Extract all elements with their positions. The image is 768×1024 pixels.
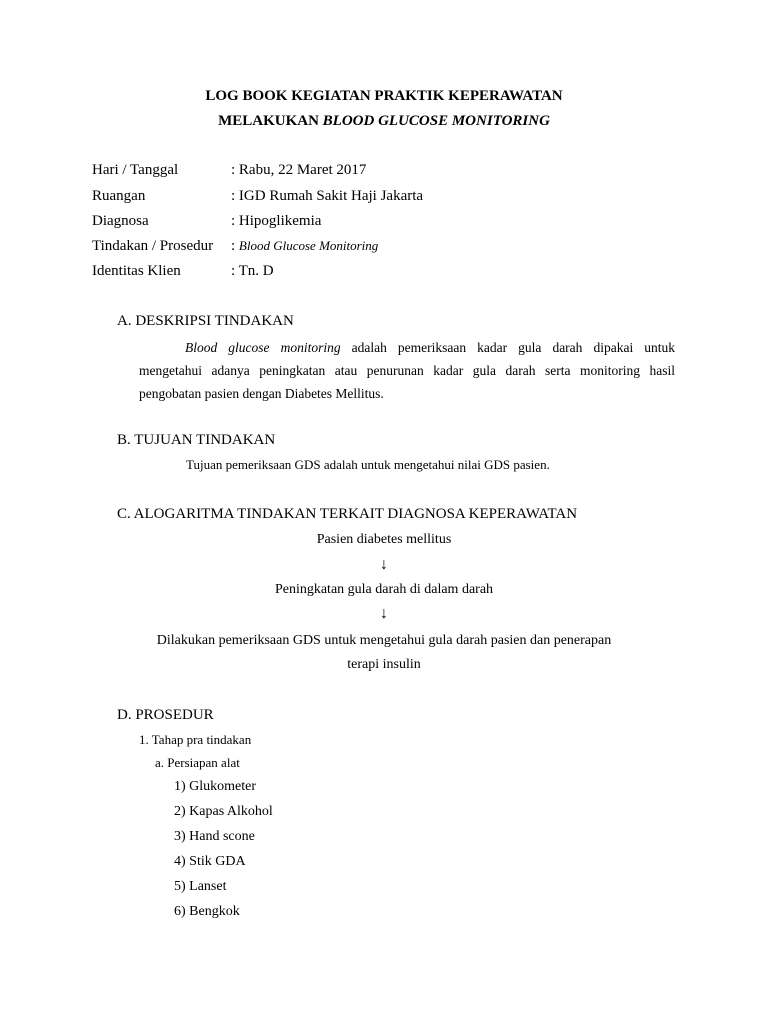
algorithm-step-1: Pasien diabetes mellitus xyxy=(316,532,452,547)
down-arrow-icon: ↓ xyxy=(380,605,388,622)
identity-label-room: Ruangan xyxy=(92,188,146,204)
identity-value-client: : Tn. D xyxy=(231,263,274,279)
section-a-italic-lead: Blood glucose monitoring xyxy=(185,340,341,355)
document-title: LOG BOOK KEGIATAN PRAKTIK KEPERAWATAN xyxy=(205,88,563,104)
section-a-line2: mengetahui adanya peningkatan atau penurunan kadar gula darah serta monitoring hasil xyxy=(139,363,675,378)
section-b-text: Tujuan pemeriksaan GDS adalah untuk mengetahui nilai GDS pasien. xyxy=(186,457,550,472)
tool-item: 5) Lanset xyxy=(174,879,227,894)
section-d-heading: D. PROSEDUR xyxy=(117,707,214,723)
subtitle-prefix: MELAKUKAN xyxy=(218,113,323,129)
tool-item: 4) Stik GDA xyxy=(174,854,246,869)
section-a-line1-rest: adalah pemeriksaan kadar gula darah dipakai untuk xyxy=(340,340,675,355)
tool-item: 1) Glukometer xyxy=(174,779,257,794)
section-c-heading: C. ALOGARITMA TINDAKAN TERKAIT DIAGNOSA KEPERAWATAN xyxy=(117,506,578,522)
tool-item: 6) Bengkok xyxy=(174,904,240,919)
tool-item: 3) Hand scone xyxy=(174,829,255,844)
identity-value-room: : IGD Rumah Sakit Haji Jakarta xyxy=(231,188,424,204)
algorithm-step-3-line1: Dilakukan pemeriksaan GDS untuk mengetahui gula darah pasien dan penerapan xyxy=(156,633,612,648)
down-arrow-icon: ↓ xyxy=(380,556,388,573)
section-b-heading: B. TUJUAN TINDAKAN xyxy=(117,432,276,448)
identity-label-date: Hari / Tanggal xyxy=(92,162,179,178)
document-subtitle xyxy=(0,113,768,130)
procedure-stage-1a: a. Persiapan alat xyxy=(155,755,240,770)
subtitle-italic: BLOOD GLUCOSE MONITORING xyxy=(322,113,550,129)
tool-item: 2) Kapas Alkohol xyxy=(174,804,273,819)
procedure-italic: Blood Glucose Monitoring xyxy=(238,238,379,253)
identity-value-date: : Rabu, 22 Maret 2017 xyxy=(231,162,367,178)
algorithm-step-3-line2: terapi insulin xyxy=(347,657,421,672)
algorithm-step-2: Peningkatan gula darah di dalam darah xyxy=(274,582,494,597)
identity-value-diagnosis: : Hipoglikemia xyxy=(231,213,322,229)
section-a-line3: pengobatan pasien dengan Diabetes Mellitus. xyxy=(139,386,384,401)
identity-label-procedure: Tindakan / Prosedur xyxy=(92,238,214,254)
identity-value-procedure xyxy=(231,238,378,255)
section-a-heading: A. DESKRIPSI TINDAKAN xyxy=(117,313,294,329)
section-a-line1 xyxy=(139,336,675,359)
procedure-prefix: : xyxy=(231,238,239,254)
identity-label-client: Identitas Klien xyxy=(92,263,181,279)
identity-label-diagnosis: Diagnosa xyxy=(92,213,149,229)
procedure-stage-1: 1. Tahap pra tindakan xyxy=(139,732,252,747)
